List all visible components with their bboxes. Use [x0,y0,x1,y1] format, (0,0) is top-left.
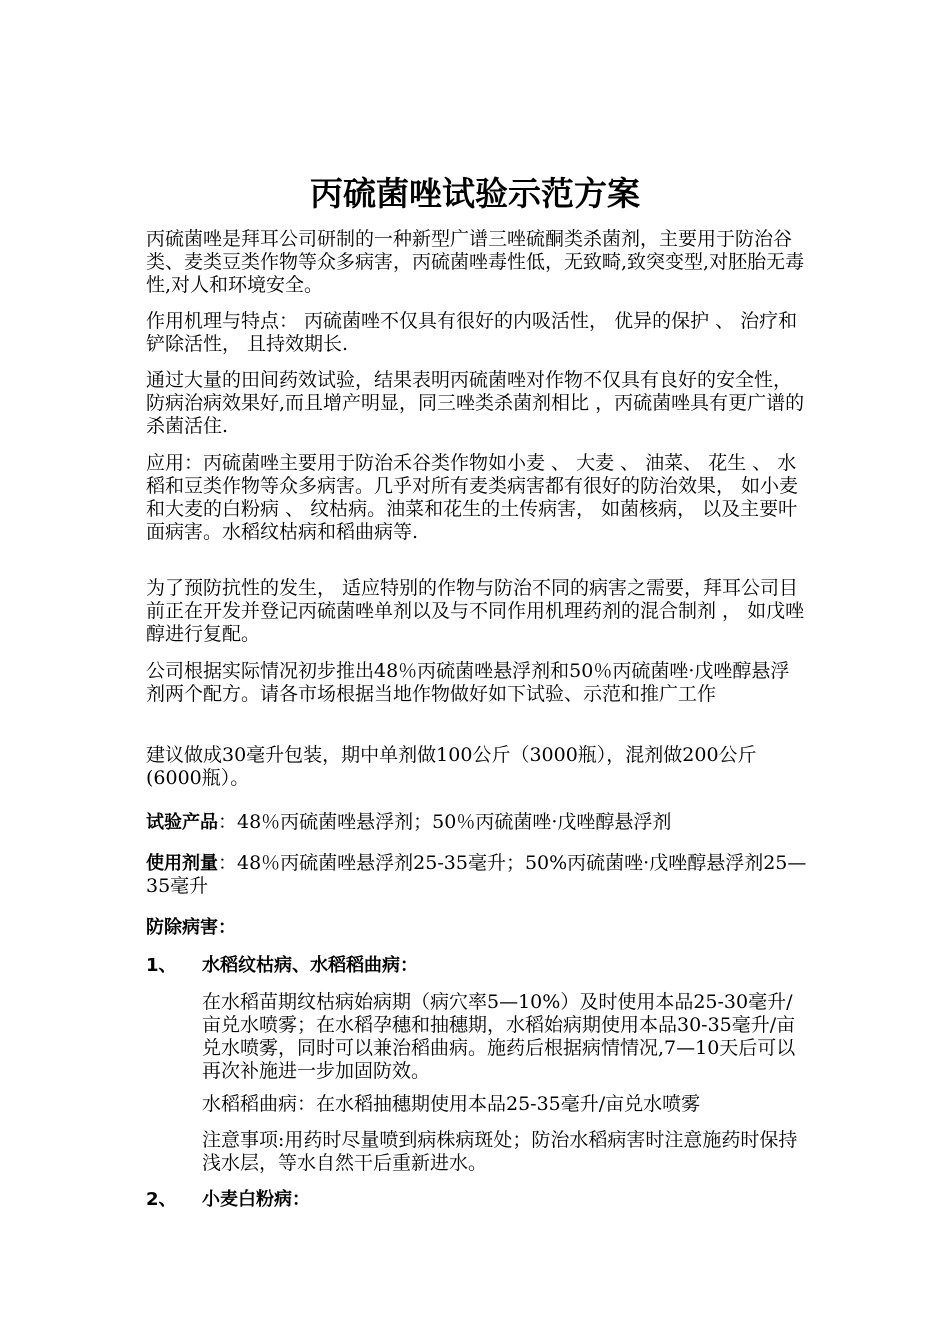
rice-notes-paragraph: 注意事项:用药时尽量喷到病株病斑处；防治水稻病害时注意施药时保持浅水层，等水自然干后重新进水。 [202,1129,798,1174]
dosage-text: ：48％丙硫菌唑悬浮剂25-35毫升；50%丙硫菌唑·戊唑醇悬浮剂25—35毫升 [146,852,807,897]
product-label: 试验产品 [146,812,218,833]
rice-treatment-paragraph: 在水稻苗期纹枯病始病期（病穴率5—10%）及时使用本品25-30毫升/亩兑水喷雾；在水稻孕穗和抽穗期，水稻始病期使用本品30-35毫升/亩兑水喷雾，同时可以兼治稻曲病。施药后根据病情情况,7—10天后可以再次补施进一步加固防效。 [202,991,796,1082]
formula-paragraph: 公司根据实际情况初步推出48％丙硫菌唑悬浮剂和50％丙硫菌唑·戊唑醇悬浮剂两个配方。请各市场根据当地作物做好如下试验、示范和推广工作 [146,660,790,705]
intro-paragraph: 丙硫菌唑是拜耳公司研制的一种新型广谱三唑硫酮类杀菌剂，主要用于防治谷类、麦类豆类作物等众多病害，丙硫菌唑毒性低，无致畸,致突变型,对胚胎无毒性,对人和环境安全。 [146,228,805,296]
product-line [146,811,808,834]
section-number: 1、 [146,955,177,976]
mechanism-paragraph: 作用机理与特点： 丙硫菌唑不仅具有很好的内吸活性， 优异的保护 、 治疗和铲除活性， 且持效期长. [146,310,798,355]
section-title: 水稻纹枯病、水稻稻曲病： [202,955,418,976]
rice-false-smut-paragraph: 水稻稻曲病：在水稻抽穗期使用本品25-35毫升/亩兑水喷雾 [202,1093,701,1115]
trial-paragraph: 通过大量的田间药效试验，结果表明丙硫菌唑对作物不仅具有良好的安全性， 防病治病效果好,而且增产明显，同三唑类杀菌剂相比 ，丙硫菌唑具有更广谱的杀菌活住. [146,369,805,437]
resistance-paragraph: 为了预防抗性的发生， 适应特别的作物与防治不同的病害之需要，拜耳公司目前正在开发并登记丙硫菌唑单剂以及与不同作用机理药剂的混合制剂 ， 如戊唑醇进行复配。 [146,577,805,645]
diseases-heading: 防除病害： [146,917,236,938]
packaging-paragraph: 建议做成30毫升包装，期中单剂做100公斤（3000瓶），混剂做200公斤(6000瓶）。 [146,744,757,789]
application-paragraph: 应用：丙硫菌唑主要用于防治禾谷类作物如小麦 、 大麦 、 油菜、 花生 、 水稻和豆类作物等众多病害。几乎对所有麦类病害都有很好的防治效果， 如小麦和大麦的白粉病 、 纹枯病。油菜和花生的土传病害， 如菌核病， 以及主要叶面病害。水稻纹枯病和稻曲病等. [146,452,799,543]
dosage-label: 使用剂量 [146,853,218,874]
dosage-line [146,852,808,898]
document-title: 丙硫菌唑试验示范方案 [310,174,640,213]
product-text: ：48％丙硫菌唑悬浮剂；50％丙硫菌唑·戊唑醇悬浮剂 [218,811,672,833]
section-title: 小麦白粉病： [202,1189,310,1210]
section-number: 2、 [146,1189,177,1210]
